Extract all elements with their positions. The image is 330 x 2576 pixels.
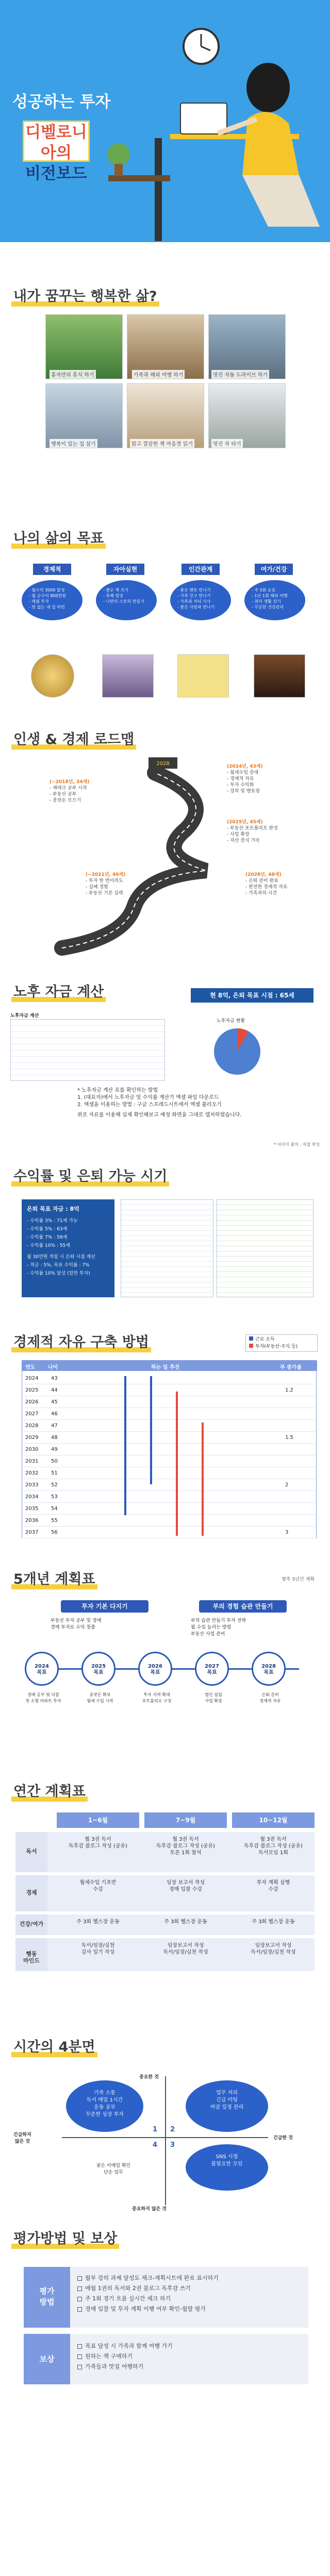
road-year-0: (~2018년, 34세) [50,779,90,785]
quad-num-4: 4 [153,2141,158,2149]
caption-rest: 홍자만의 휴식 하기 [50,370,96,379]
quad-num-3: 3 [170,2141,175,2149]
yield-box-line-1: - 수익률 5% : 63세 [27,1227,68,1232]
freedom-inc: 1.5 [285,1435,293,1440]
freedom-age: 43 [51,1376,58,1381]
plan5-circle-2: 2026 목표 [138,1652,172,1686]
quad-axis-right: 긴급한 것 [273,2136,293,2141]
freedom-age: 55 [51,1518,58,1523]
year-heading: 연간 계획표 [0,1784,330,1802]
road-text-3: - 부동산 포트폴리오 완성 - 사업 확장 - 자산 증식 가속 [227,826,278,843]
freedom-year: 2034 [25,1494,39,1500]
yield-box-line-2: - 수익률 7% : 59세 [27,1235,68,1240]
year-cell: 주 3회 헬스장 운동 [164,1919,207,1925]
quad-num-1: 1 [153,2126,158,2133]
freedom-col-inc: 부 증가율 [280,1365,302,1370]
freedom-year: 2036 [25,1518,39,1523]
retire-badge: 현 8억, 은퇴 목표 시점 : 65세 [191,988,314,1003]
quad-heading: 시간의 4분면 [0,2039,330,2057]
eval-reward-0[interactable]: 목표 달성 시 가족과 함께 여행 가기 [77,2341,173,2351]
freedom-legend-1: 근로 소득 [249,1336,314,1343]
goals-heading: 나의 삶의 목표 [0,531,330,549]
plan5-desc-1: 부동산 투자 공부 및 경매 경매 투자로 수익 창출 [51,1618,102,1630]
freedom-year: 2025 [25,1387,39,1393]
goal-image-leisure [254,654,305,698]
retire-pie-title: 노후자금 현황 [217,1019,245,1024]
plan5-circle-0: 2024 목표 [25,1652,59,1686]
quad-box-4: 잦은 이메일 확인 단순 업무 [96,2163,131,2175]
retire-table [10,1019,165,1081]
goal-tag-self: 자아실현 [106,564,144,575]
plan5-sub-3: 법인 설립 사업 확장 [205,1692,222,1703]
quad-num-2: 2 [170,2126,175,2133]
plan5-circle-4: 2028 목표 [252,1652,286,1686]
freedom-year: 2026 [25,1399,39,1405]
freedom-inc: 3 [285,1530,289,1535]
freedom-inc: 2 [285,1482,289,1488]
freedom-year: 2024 [25,1376,39,1381]
year-cell: 임장보고서 작성 독서/임장/실천 작성 [251,1943,296,1955]
year-row-label: 건강/여가 [15,1914,47,1935]
year-cell: 월 3권 독서 독후감 블로그 작성 (공유) [69,1837,127,1849]
roadmap-heading: 인생 & 경제 로드맵 [0,732,330,750]
retire-note-0: * 노후자금 계산 표를 확인하는 방법 [77,1088,158,1093]
freedom-year: 2030 [25,1447,39,1452]
eval-checks-reward [77,2341,173,2372]
yield-box-line-5: 월 30만원 적립 시 은퇴 시점 계산 [27,1255,95,1260]
freedom-age: 44 [51,1387,58,1393]
freedom-table [22,1360,317,1538]
caption-house: 행복이 있는 집 살기 [50,439,97,448]
quad-section [0,2039,330,2212]
yield-table-1 [121,1199,213,1297]
year-cell: 임장보고서 작성 독서/임장/실천 작성 [163,1943,208,1955]
freedom-year: 2031 [25,1459,39,1464]
year-cell: 월 3권 독서 독후감 블로그 작성 (공유) 독서모임 1회 [244,1837,303,1856]
year-cell: 주 3회 헬스장 운동 [252,1919,295,1925]
roadmap-section [0,732,330,958]
eval-reward-1[interactable]: 원하는 책 구매하기 [77,2351,173,2362]
plan5-sub-4: 은퇴 준비 경제적 자유 [259,1692,281,1703]
eval-check-0[interactable]: 월부 강의 과제 달성도 체크-계획시트에 완료 표시하기 [77,2273,219,2283]
road-text-1: - 투자 한 번이라도 - 실패 경험 - 부동산 기본 실력 [86,878,123,896]
road-year-1: (~2021년, 40세) [86,872,126,877]
freedom-col-work: 하는 일 추진 [151,1365,180,1370]
freedom-age: 54 [51,1506,58,1512]
year-head-2: 10~12월 [232,1812,315,1828]
yield-box-line-0: - 수익률 3% : 71세 가능 [27,1218,78,1224]
yield-box-line-6: - 적금 : 5%, 목표 수익률 : 7% [27,1263,90,1268]
freedom-inc: 1.2 [285,1387,293,1393]
eval-section [0,2231,330,2401]
goal-image-handshake [177,654,229,698]
year-cell: 임장 보고서 작성 경매 입찰 수강 [167,1880,205,1892]
roadmap-flag-label: 2028 [156,761,170,767]
plan5-sub-1: 종잣돈 확보 월세 수입 시작 [87,1692,113,1703]
plan5-desc-2: 부의 습관 만들기 투자 전략 월 수입 늘리는 방법 부동산 사업 준비 [191,1618,246,1637]
eval-row-reward [24,2334,308,2384]
year-row [15,1938,315,1971]
year-cell: 독서/임장/실천 감사 일기 작성 [81,1943,115,1955]
freedom-age: 50 [51,1459,58,1464]
yield-box-title: 은퇴 목표 자금 : 8억 [27,1206,79,1212]
freedom-age: 56 [51,1530,58,1535]
freedom-age: 48 [51,1435,58,1440]
road-year-2: (2024년, 43세) [227,764,263,769]
yield-box [22,1199,114,1297]
goal-blob-economic: - 월수익 3000 달성 - 월 순수익 800만원 - 매월 투자 - 빚 없는 내 집 마련 [22,580,82,620]
caption-travel: 가족과 해외 여행 하기 [132,370,185,379]
retire-pie [206,1023,268,1080]
retire-table-title: 노후자금 계산 [10,1013,39,1019]
yield-box-line-7: - 수익률 10% 달성 (일반 투자) [27,1271,90,1276]
year-cell: 주 3회 헬스장 운동 [76,1919,120,1925]
quad-axis-bottom: 중요하지 않은 것 [132,2207,167,2212]
year-row-label: 독서 [15,1832,47,1872]
yield-heading: 수익률 및 은퇴 가능 시기 [0,1168,330,1187]
eval-heading: 평가방법 및 보상 [0,2231,330,2249]
retire-source: * 이미지 출처 : 직접 작성 [274,1142,320,1147]
retire-section [0,984,330,1154]
plan5-circle-1: 2025 목표 [81,1652,116,1686]
goal-blob-leisure: - 주 5회 운동 - 1년 1회 해외 여행 - 취미 생활 갖기 - 꾸준한 건강관리 [244,580,305,620]
hero-banner [0,0,330,242]
eval-check-2[interactable]: 주 1회 경기 흐름 실시간 체크 하기 [77,2294,219,2304]
yield-section [0,1168,330,1323]
quad-box-2: 업무 처리 긴급 미팅 마감 일정 관리 [186,2080,268,2132]
year-row-label: 경제 [15,1875,47,1911]
freedom-age: 52 [51,1482,58,1488]
quad-axis-v [165,2076,166,2205]
freedom-legend-2: 투자(부동산·주식 등) [249,1343,314,1350]
goal-image-coins [31,654,74,698]
freedom-section [0,1334,330,1551]
retire-note-2: 2. 엑셀을 이용하는 방법 : 구글 스프레드시트에서 엑셀 불러오기 [77,1102,222,1108]
road-text-2: - 월세수입 증대 - 경제적 자유 - 투자 수익화 - 강의 및 멘토링 [227,770,260,794]
goal-tag-economic: 경제적 [33,564,71,575]
plan5-sub-2: 투자 지역 확대 포트폴리오 구성 [142,1692,172,1703]
plan5-sub-0: 경매 공부 및 낙찰 첫 소형 아파트 투자 [25,1692,61,1703]
dream-section [0,289,330,495]
goals-section [0,531,330,716]
year-row [15,1875,315,1911]
freedom-year: 2035 [25,1506,39,1512]
freedom-heading: 경제적 자유 구축 방법 [0,1334,330,1352]
road-year-4: (2028년, 48세) [245,872,282,877]
year-cell: 월 3권 독서 독후감 블로그 작성 (공유) 토론 1회 참석 [156,1837,215,1856]
year-row [15,1832,315,1872]
retire-heading: 노후 자금 계산 [0,984,330,1002]
quad-axis-top: 중요한 것 [139,2075,159,2080]
freedom-col-age: 나이 [48,1365,58,1370]
year-head-1: 7~9월 [144,1812,227,1828]
goal-tag-leisure: 여가/건강 [255,564,293,575]
caption-books: 맑고 깔끔한 책 마음껏 읽기 [130,439,194,448]
plan5-note: 향후 5년간 계획 [282,1577,315,1582]
year-cell: 투자 계획 실행 수강 [256,1880,290,1892]
plan5-section [0,1571,330,1736]
goal-image-books [102,654,154,698]
eval-row-method [24,2267,308,2328]
caption-drive: 멋진 자동 드라이브 하기 [211,370,269,379]
plan5-pill-2: 부의 경험 습관 만들기 [199,1600,287,1613]
goal-tag-relation: 인간관계 [182,564,220,575]
eval-check-3[interactable]: 경매 입찰 및 투자 계획 이행 여부 확인-월말 평가 [77,2304,219,2314]
hero-title: 성공하는 투자 [12,93,111,111]
freedom-age: 45 [51,1399,58,1405]
eval-label-method: 평가 방법 [24,2267,70,2328]
plan5-pill-1: 투자 기본 다지기 [61,1600,148,1613]
freedom-year: 2037 [25,1530,39,1535]
goal-blob-relation: - 좋은 멘토 만나기 - 가족 친구 만나기 - 가족과 저녁 식사 - 좋은 사람과 만나기 [170,580,231,620]
year-row-label: 행동 마인드 [15,1938,47,1971]
year-cell: 월세수입 기초반 수강 [79,1880,117,1892]
plan5-circle-3: 2027 목표 [195,1652,229,1686]
retire-note-1: 1. (대표자)에서 노후자금 및 수익률 계산기 엑셀 파일 다운로드 [77,1095,219,1100]
freedom-year: 2033 [25,1482,39,1488]
freedom-year: 2028 [25,1423,39,1429]
freedom-year: 2027 [25,1411,39,1417]
freedom-age: 51 [51,1470,58,1476]
freedom-bars [22,1361,317,1539]
eval-check-1[interactable]: 매월 1권의 독서와 2권 블로그 독후감 쓰기 [77,2283,219,2294]
road-year-3: (2025년, 45세) [227,820,263,825]
caption-car: 멋진 차 타기 [211,439,243,448]
quad-axis-left: 긴급하지 않은 것 [13,2132,31,2144]
hero-subtitle [23,121,90,183]
year-section [0,1784,330,1995]
goal-blob-self: - 좋은 책 쓰기 - 후배 양성 - 나만의 스토리 만들기 [96,580,157,620]
retire-notes [77,1087,304,1119]
eval-checks-method [77,2273,219,2314]
hero-sub-line1: 디벨로니아의 [25,123,87,162]
freedom-year: 2032 [25,1470,39,1476]
freedom-year: 2029 [25,1435,39,1440]
hero-sub-line2: 비전보드 [25,164,87,183]
yield-box-line-3: - 수익률 10% : 55세 [27,1243,70,1248]
year-head-0: 1~6월 [57,1812,139,1828]
freedom-age: 49 [51,1447,58,1452]
retire-note-3: 위로 자료를 이용해 실제 확인해보고 예정 화면을 그대로 캡처하였습니다. [77,1112,242,1118]
plan5-heading: 5개년 계획표 [0,1571,330,1589]
freedom-age: 47 [51,1423,58,1429]
quad-box-1: 가족 소통 독서 매일 1시간 운동 공부 꾸준한 성장 투자 [66,2080,143,2132]
road-text-0: - 재테크 공부 시작 - 부동산 공부 - 종잣돈 모으기 [50,786,87,803]
quad-box-3: SNS 시청 불필요한 모임 [186,2144,268,2191]
dream-heading: 내가 꿈꾸는 행복한 삶? [0,289,330,307]
freedom-col-year: 연도 [25,1365,36,1370]
yield-table-2 [217,1199,314,1297]
eval-reward-2[interactable]: 가족들과 맛집 여행하기 [77,2362,173,2372]
freedom-age: 46 [51,1411,58,1417]
freedom-legend [245,1334,318,1352]
eval-label-reward: 보상 [24,2334,70,2384]
year-row [15,1914,315,1935]
road-text-4: - 은퇴 준비 완료 - 완전한 경제적 자유 - 가족과의 시간 [245,878,288,896]
freedom-age: 53 [51,1494,58,1500]
